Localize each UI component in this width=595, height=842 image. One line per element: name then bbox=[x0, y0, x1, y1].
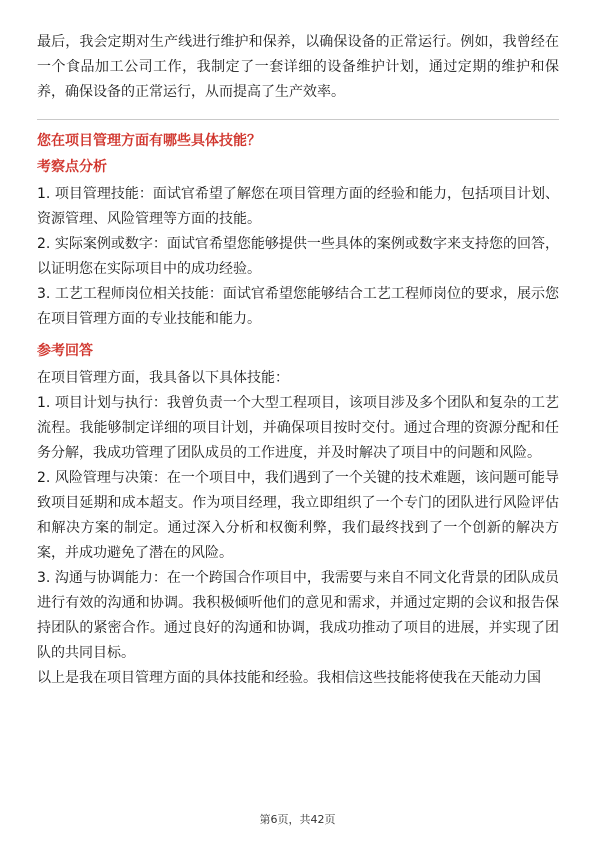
answer-closing: 以上是我在项目管理方面的具体技能和经验。我相信这些技能将使我在天能动力国 bbox=[37, 670, 541, 686]
answer-heading: 参考回答 bbox=[37, 343, 93, 359]
answer-item: 3. 沟通与协调能力：在一个跨国合作项目中，我需要与来自不同文化背景的团队成员进行有效的沟通和协调。我积极倾听他们的意见和需求，并通过定期的会议和报告保持团队的紧密合作。通过良好的沟通和协调，我成功推动了项目的进展，并实现了团队的共同目标。 bbox=[37, 570, 559, 661]
intro-paragraph: 最后，我会定期对生产线进行维护和保养，以确保设备的正常运行。例如，我曾经在一个食品加工公司工作，我制定了一套详细的设备维护计划，通过定期的维护和保养，确保设备的正常运行，从而提高了生产效率。 bbox=[37, 34, 559, 100]
answer-item: 1. 项目计划与执行：我曾负责一个大型工程项目，该项目涉及多个团队和复杂的工艺流程。我能够制定详细的项目计划，并确保项目按时交付。通过合理的资源分配和任务分解，我成功管理了团队成员的工作进度，并及时解决了项目中的问题和风险。 bbox=[37, 395, 559, 461]
document-body bbox=[37, 30, 559, 691]
question-heading: 您在项目管理方面有哪些具体技能？ bbox=[37, 133, 261, 149]
page-number: 第6页，共42页 bbox=[259, 813, 336, 826]
analysis-item: 2. 实际案例或数字：面试官希望您能够提供一些具体的案例或数字来支持您的回答，以证明您在实际项目中的成功经验。 bbox=[37, 236, 559, 277]
analysis-item: 3. 工艺工程师岗位相关技能：面试官希望您能够结合工艺工程师岗位的要求，展示您在项目管理方面的专业技能和能力。 bbox=[37, 286, 559, 327]
section-divider bbox=[37, 119, 559, 120]
analysis-item: 1. 项目管理技能：面试官希望了解您在项目管理方面的经验和能力，包括项目计划、资源管理、风险管理等方面的技能。 bbox=[37, 186, 559, 227]
answer-intro: 在项目管理方面，我具备以下具体技能： bbox=[37, 370, 289, 386]
analysis-heading: 考察点分析 bbox=[37, 159, 107, 175]
answer-item: 2. 风险管理与决策：在一个项目中，我们遇到了一个关键的技术难题，该问题可能导致项目延期和成本超支。作为项目经理，我立即组织了一个专门的团队进行风险评估和解决方案的制定。通过深入分析和权衡利弊，我们最终找到了一个创新的解决方案，并成功避免了潜在的风险。 bbox=[37, 470, 559, 561]
